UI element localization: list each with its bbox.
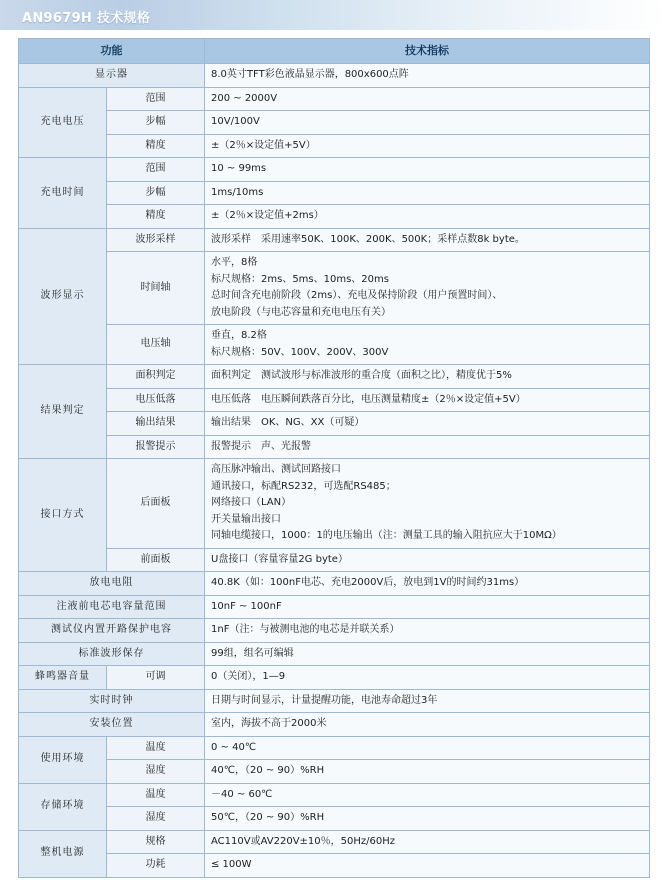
- value-line: 网络接口（LAN）: [211, 497, 292, 508]
- table-header: [19, 39, 650, 64]
- value-line: ≤ 100W: [211, 859, 252, 870]
- row-sublabel: 温度: [107, 783, 205, 807]
- value-line: 水平，8格: [211, 257, 258, 268]
- value-line: 报警提示 声、光报警: [211, 440, 311, 452]
- value-line: 室内，海拔不高于2000米: [211, 718, 327, 729]
- row-label: 测试仪内置开路保护电容: [19, 619, 205, 643]
- row-sublabel: 时间轴: [107, 252, 205, 325]
- row-value: [205, 619, 650, 643]
- table-row: [19, 252, 650, 325]
- table-row: [19, 388, 650, 412]
- table-row: [19, 365, 650, 389]
- table-row: [19, 111, 650, 135]
- value-line: 日期与时间显示，计量提醒功能，电池寿命超过3年: [211, 694, 438, 706]
- row-value: [205, 595, 650, 619]
- row-label: 蜂鸣器音量: [19, 666, 107, 690]
- row-label: 实时时钟: [19, 689, 205, 713]
- row-value: [205, 807, 650, 831]
- row-value: [205, 642, 650, 666]
- value-line: 放电阶段（与电芯容量和充电电压有关）: [211, 306, 391, 318]
- row-label: 接口方式: [19, 459, 107, 572]
- value-line: 输出结果 OK、NG、XX（可疑）: [211, 417, 365, 428]
- value-line: 高压脉冲输出、测试回路接口: [211, 464, 341, 475]
- table-row: [19, 87, 650, 111]
- row-value: [205, 854, 650, 878]
- table-row: [19, 760, 650, 784]
- row-value: [205, 87, 650, 111]
- row-value: [205, 572, 650, 596]
- table-row: [19, 854, 650, 878]
- value-line: 0（关闭），1—9: [211, 671, 286, 682]
- table-row: [19, 181, 650, 205]
- value-line: ±（2％×设定值+2ms）: [211, 210, 324, 221]
- row-sublabel: 后面板: [107, 459, 205, 549]
- value-line: 10 ~ 99ms: [211, 163, 267, 174]
- row-value: [205, 666, 650, 690]
- row-label: 安装位置: [19, 713, 205, 737]
- table-body: [19, 64, 650, 878]
- row-value: [205, 689, 650, 713]
- table-row: [19, 642, 650, 666]
- row-value: [205, 459, 650, 549]
- value-line: 总时间含充电前阶段（2ms）、充电及保持阶段（用户预置时间）、: [211, 290, 503, 301]
- table-row: [19, 689, 650, 713]
- value-line: 40℃，（20 ~ 90）%RH: [211, 765, 325, 776]
- value-line: 标尺规格：50V、100V、200V、300V: [211, 346, 389, 358]
- row-value: [205, 111, 650, 135]
- table-row: [19, 736, 650, 760]
- table-row: [19, 548, 650, 572]
- row-value: [205, 713, 650, 737]
- column-header-spec: 技术指标: [205, 39, 650, 64]
- table-row: [19, 228, 650, 252]
- value-line: 1nF（注：与被测电池的电芯是并联关系）: [211, 624, 400, 635]
- row-sublabel: 波形采样: [107, 228, 205, 252]
- table-row: [19, 64, 650, 88]
- row-value: [205, 736, 650, 760]
- table-row: [19, 619, 650, 643]
- value-line: AC110V或AV220V±10％，50Hz/60Hz: [211, 835, 396, 847]
- value-line: 0 ~ 40℃: [211, 741, 257, 753]
- row-label: 存储环境: [19, 783, 107, 830]
- table-row: [19, 325, 650, 365]
- row-sublabel: 前面板: [107, 548, 205, 572]
- row-value: [205, 548, 650, 572]
- row-value: [205, 830, 650, 854]
- row-value: [205, 760, 650, 784]
- value-line: 垂直，8.2格: [211, 330, 267, 341]
- value-line: 8.0英寸TFT彩色液晶显示器，800x600点阵: [211, 69, 409, 80]
- row-value: [205, 783, 650, 807]
- row-value: [205, 158, 650, 182]
- row-value: [205, 134, 650, 158]
- column-header-function: 功能: [19, 39, 205, 64]
- row-sublabel: 精度: [107, 134, 205, 158]
- table-row: [19, 666, 650, 690]
- value-line: 99组，组名可编辑: [211, 647, 294, 659]
- value-line: 50℃，（20 ~ 90）%RH: [211, 812, 325, 823]
- row-label: 注液前电芯电容量范围: [19, 595, 205, 619]
- row-sublabel: 范围: [107, 87, 205, 111]
- row-sublabel: 规格: [107, 830, 205, 854]
- table-row: [19, 158, 650, 182]
- value-line: －40 ~ 60℃: [211, 788, 273, 800]
- row-label: 结果判定: [19, 365, 107, 459]
- row-label: 标准波形保存: [19, 642, 205, 666]
- row-sublabel: 输出结果: [107, 412, 205, 436]
- page-title: AN9679H 技术规格: [22, 11, 151, 26]
- table-row: [19, 459, 650, 549]
- value-line: 开关量输出接口: [211, 513, 281, 525]
- value-line: 1ms/10ms: [211, 186, 264, 198]
- table-row: [19, 807, 650, 831]
- row-sublabel: 电压轴: [107, 325, 205, 365]
- table-row: [19, 205, 650, 229]
- row-sublabel: 精度: [107, 205, 205, 229]
- value-line: 通讯接口，标配RS232，可选配RS485；: [211, 480, 396, 492]
- value-line: 波形采样 采用速率50K、100K、200K、500K；采样点数8k byte。: [211, 233, 525, 245]
- row-value: [205, 205, 650, 229]
- table-row: [19, 435, 650, 459]
- spec-table: [18, 38, 650, 878]
- table-row: [19, 134, 650, 158]
- row-sublabel: 湿度: [107, 760, 205, 784]
- value-line: 同轴电缆接口，1000：1的电压输出（注：测量工具的输入阻抗应大于10MΩ）: [211, 530, 562, 541]
- value-line: 电压低落 电压瞬间跌落百分比，电压测量精度±（2％×设定值+5V）: [211, 393, 526, 405]
- value-line: ±（2％×设定值+5V）: [211, 139, 316, 151]
- row-label: 使用环境: [19, 736, 107, 783]
- row-sublabel: 电压低落: [107, 388, 205, 412]
- table-header-row: [19, 39, 650, 64]
- row-label: 放电电阻: [19, 572, 205, 596]
- value-line: U盘接口（容量容量2G byte）: [211, 553, 348, 565]
- row-label: 充电电压: [19, 87, 107, 158]
- row-value: [205, 181, 650, 205]
- row-sublabel: 湿度: [107, 807, 205, 831]
- row-value: [205, 412, 650, 436]
- value-line: 面积判定 测试波形与标准波形的重合度（面积之比），精度优于5%: [211, 370, 512, 381]
- row-sublabel: 可调: [107, 666, 205, 690]
- row-sublabel: 功耗: [107, 854, 205, 878]
- row-sublabel: 面积判定: [107, 365, 205, 389]
- row-sublabel: 报警提示: [107, 435, 205, 459]
- value-line: 10nF ~ 100nF: [211, 600, 282, 612]
- row-value: [205, 64, 650, 88]
- value-line: 40.8K（如：100nF电芯、充电2000V后，放电到1V的时间约31ms）: [211, 577, 525, 588]
- value-line: 200 ~ 2000V: [211, 92, 278, 104]
- row-sublabel: 温度: [107, 736, 205, 760]
- row-label: 整机电源: [19, 830, 107, 877]
- row-value: [205, 252, 650, 325]
- row-value: [205, 325, 650, 365]
- value-line: 标尺规格：2ms、5ms、10ms、20ms: [211, 273, 389, 285]
- table-row: [19, 572, 650, 596]
- row-label: 波形显示: [19, 228, 107, 365]
- row-sublabel: 步幅: [107, 111, 205, 135]
- value-line: 10V/100V: [211, 116, 260, 127]
- row-value: [205, 435, 650, 459]
- spec-table-wrapper: [0, 30, 667, 878]
- table-row: [19, 713, 650, 737]
- page-header: [0, 0, 667, 30]
- table-row: [19, 830, 650, 854]
- row-value: [205, 388, 650, 412]
- table-row: [19, 412, 650, 436]
- row-value: [205, 365, 650, 389]
- row-label: 显示器: [19, 64, 205, 88]
- row-label: 充电时间: [19, 158, 107, 229]
- row-sublabel: 范围: [107, 158, 205, 182]
- table-row: [19, 783, 650, 807]
- table-row: [19, 595, 650, 619]
- row-value: [205, 228, 650, 252]
- row-sublabel: 步幅: [107, 181, 205, 205]
